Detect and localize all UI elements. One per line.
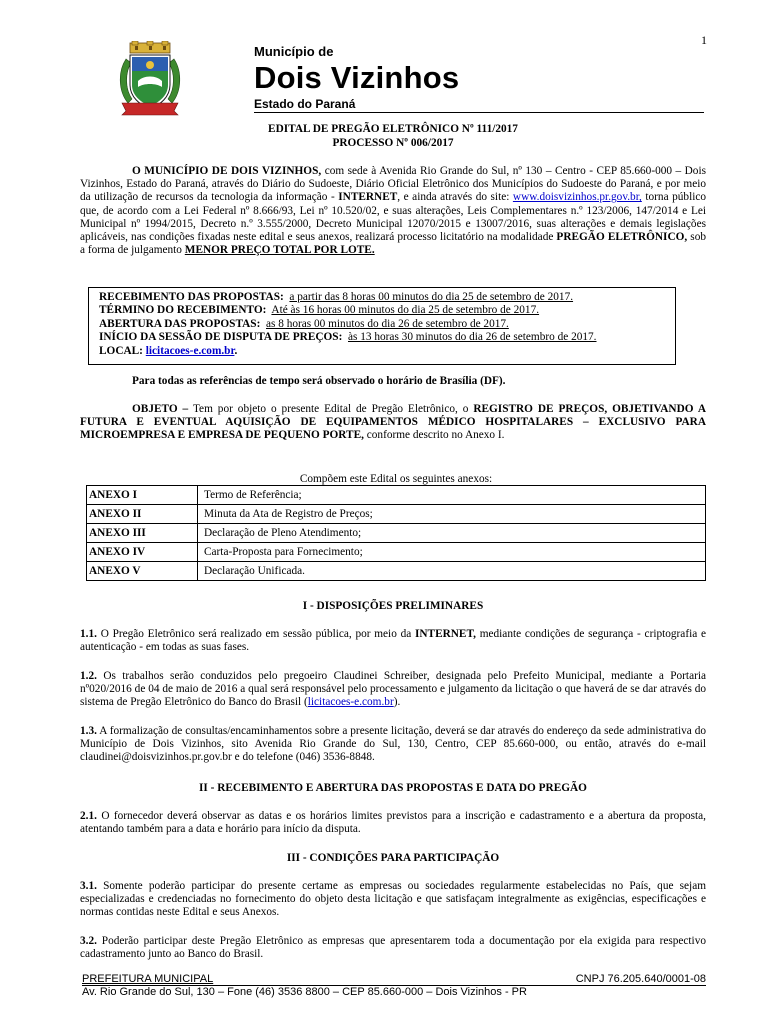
inicio-value: às 13 horas 30 minutos do dia 26 de setembro de 2017. xyxy=(348,331,597,344)
licitacoes-link[interactable]: licitacoes-e.com.br xyxy=(307,696,394,709)
p-3-1-num: 3.1. xyxy=(80,880,97,892)
termino-label: TÉRMINO DO RECEBIMENTO: xyxy=(99,304,267,317)
paragraph-2-1 xyxy=(80,810,706,836)
annex-code: ANEXO III xyxy=(87,524,198,543)
p-1-1-num: 1.1. xyxy=(80,628,97,640)
recebimento-row xyxy=(99,291,675,304)
paragraph-3-2 xyxy=(80,935,706,961)
intro-paragraph xyxy=(80,165,706,257)
brasilia-note-text: Para todas as referências de tempo será observado o horário de Brasília (DF). xyxy=(132,375,506,387)
p-3-1-text: Somente poderão participar do presente certame as empresas ou sociedades regularmente estabelecidas no País, que sejam especializadas e credenciadas no fornecimento do objeto desta licitação e que satisfaçam integralmente as exigências, especificações e normas contidas neste Edital e seus Anexos. xyxy=(80,880,706,919)
p-3-2-text: Poderão participar deste Pregão Eletrônico as empresas que apresentarem toda a documentação por ela exigida para respectivo cadastramento junto ao Banco do Brasil. xyxy=(80,935,706,961)
annex-code: ANEXO I xyxy=(87,486,198,505)
annex-code: ANEXO II xyxy=(87,505,198,524)
table-row xyxy=(87,543,706,562)
p-3-2-num: 3.2. xyxy=(80,935,97,947)
objeto-label: OBJETO – xyxy=(132,403,189,415)
coat-of-arms-emblem xyxy=(116,41,184,117)
intro-text-3: torna público que, de acordo com a Lei Federal nº 8.666/93, Lei nº 10.520/02, e suas alterações, Leis Complementares n.º 123/2006, 147/2014 e Lei Municipal nº 1994/2015, Decreto n.º 3.555/2000, Decreto Municipal 12070/2015 e 13007/2016, suas alterações e demais legislações aplicáveis, nas condições fixadas neste edital e seus anexos, realizará processo licitatório na modalidade xyxy=(80,191,707,244)
processo-title: PROCESSO Nº 006/2017 xyxy=(332,137,454,149)
table-row xyxy=(87,562,706,581)
p-2-1-num: 2.1. xyxy=(80,810,97,822)
objeto-text-2: conforme descrito no Anexo I. xyxy=(363,429,505,442)
section-3-title: III - CONDIÇÕES PARA PARTICIPAÇÃO xyxy=(286,852,500,864)
intro-text-4: sob a forma de julgamento xyxy=(80,231,706,257)
annex-desc: Carta-Proposta para Fornecimento; xyxy=(198,543,706,562)
annex-desc: Minuta da Ata de Registro de Preços; xyxy=(198,505,706,524)
footer-address: Av. Rio Grande do Sul, 130 – Fone (46) 3536 8800 – CEP 85.660-000 – Dois Vizinhos - PR xyxy=(82,986,527,998)
table-row xyxy=(87,505,706,524)
intro-modalidade: PREGÃO ELETRÔNICO, xyxy=(556,231,688,244)
paragraph-1-1 xyxy=(80,628,706,654)
municipality-header xyxy=(254,43,459,112)
p-1-1-bold: INTERNET, xyxy=(414,628,476,640)
termino-value: Até às 16 horas 00 minutos do dia 25 de setembro de 2017. xyxy=(271,304,540,317)
footer-prefeitura: PREFEITURA MUNICIPAL xyxy=(82,973,214,985)
page-footer xyxy=(82,973,706,999)
dates-box xyxy=(88,287,676,365)
p-1-2-num: 1.2. xyxy=(80,670,97,682)
p-1-1-text-b: mediante condições de segurança - criptografia e autenticação - em todas as suas fases. xyxy=(80,628,706,654)
termino-row xyxy=(99,304,675,317)
p-1-2-text-b: ). xyxy=(393,696,401,709)
annex-desc: Declaração de Pleno Atendimento; xyxy=(198,524,706,543)
inicio-label: INÍCIO DA SESSÃO DE DISPUTA DE PREÇOS: xyxy=(99,331,343,344)
edital-title: EDITAL DE PREGÃO ELETRÔNICO Nº 111/2017 xyxy=(268,123,518,135)
annex-code: ANEXO IV xyxy=(87,543,198,562)
local-label: LOCAL: xyxy=(99,344,143,357)
local-link[interactable]: licitacoes-e.com.br xyxy=(145,344,235,357)
paragraph-3-1 xyxy=(80,880,706,920)
recebimento-value: a partir das 8 horas 00 minutos do dia 25 de setembro de 2017. xyxy=(289,291,574,303)
intro-lead: O MUNICÍPIO DE DOIS VIZINHOS, xyxy=(132,165,322,177)
intro-internet: INTERNET xyxy=(338,191,398,204)
local-end: . xyxy=(234,344,238,357)
p-1-2-text-a: Os trabalhos serão conduzidos pelo pregoeiro Claudinei Schreiber, designada pelo Prefeito Municipal, mediante a Portaria nº020/2016 de 04 de maio de 2016 a qual será responsável pelo processamento e julgamento da licitação o que haverá de se dar através do sistema de Pregão Eletrônico do Banco do Brasil ( xyxy=(80,670,706,709)
objeto-paragraph xyxy=(80,403,706,443)
p-1-1-text-a: O Pregão Eletrônico será realizado em sessão pública, por meio da xyxy=(96,628,415,640)
annex-desc: Declaração Unificada. xyxy=(198,562,706,581)
annex-caption: Compõem este Edital os seguintes anexos: xyxy=(299,473,493,485)
table-row xyxy=(87,524,706,543)
section-1-title: I - DISPOSIÇÕES PRELIMINARES xyxy=(302,600,484,612)
site-link[interactable]: www.doisvizinhos.pr.gov.br, xyxy=(512,191,642,204)
local-row xyxy=(99,345,675,358)
header-divider xyxy=(254,112,704,113)
abertura-label: ABERTURA DAS PROPOSTAS: xyxy=(99,317,261,330)
paragraph-1-3 xyxy=(80,725,706,765)
p-1-3-num: 1.3. xyxy=(80,725,97,737)
page-number: 1 xyxy=(701,33,707,47)
recebimento-label: RECEBIMENTO DAS PROPOSTAS: xyxy=(99,291,284,303)
annex-desc: Termo de Referência; xyxy=(198,486,706,505)
inicio-row xyxy=(99,331,675,344)
state-label: Estado do Paraná xyxy=(254,97,356,111)
abertura-row xyxy=(99,318,675,331)
footer-top-row xyxy=(82,973,706,985)
city-name: Dois Vizinhos xyxy=(254,60,460,95)
objeto-text-1: Tem por objeto o presente Edital de Pregão Eletrônico, o xyxy=(188,403,474,415)
p-1-3-text: A formalização de consultas/encaminhamentos sobre a presente licitação, deverá se dar através do endereço da sede administrativa do Município de Dois Vizinhos, sito Avenida Rio Grande do Sul, 130, Centro, CEP 85.660-000, ou então, através do e-mail claudinei@doisvizinhos.pr.gov.br e do telefone (046) 3536-8848. xyxy=(80,725,706,764)
intro-text-2: , e ainda através do site: xyxy=(397,191,513,204)
annex-code: ANEXO V xyxy=(87,562,198,581)
municipio-label: Município de xyxy=(254,44,334,59)
paragraph-1-2 xyxy=(80,670,706,710)
footer-cnpj: CNPJ 76.205.640/0001-08 xyxy=(575,973,706,985)
table-row xyxy=(87,486,706,505)
p-2-1-text: O fornecedor deverá observar as datas e os horários limites previstos para a inscrição e cadastramento e a abertura da proposta, atentando também para a data e horário para início da disputa. xyxy=(80,810,706,836)
abertura-value: as 8 horas 00 minutos do dia 26 de setembro de 2017. xyxy=(266,317,509,330)
brasilia-note xyxy=(80,375,706,388)
intro-julgamento: MENOR PREÇO TOTAL POR LOTE. xyxy=(184,244,375,257)
intro-text-1: com sede à Avenida Rio Grande do Sul, nº 130 – Centro - CEP 85.660-000 – Dois Vizinhos, Estado do Paraná, através do Diário do Sudoeste, Diário Oficial Eletrônico dos Municípios do Sudoeste do Paraná, e por meio da utilização de recursos da tecnologia da informação - xyxy=(80,165,706,204)
section-2-title: II - RECEBIMENTO E ABERTURA DAS PROPOSTAS E DATA DO PREGÃO xyxy=(199,782,587,794)
objeto-bold-text: REGISTRO DE PREÇOS, OBJETIVANDO A FUTURA E EVENTUAL AQUISIÇÃO DE EQUIPAMENTOS MÉDICO HOSPITALARES – EXCLUSIVO PARA MICROEMPRESA E EMPRESA DE PEQUENO PORTE, xyxy=(80,403,706,442)
annex-table xyxy=(86,485,706,581)
